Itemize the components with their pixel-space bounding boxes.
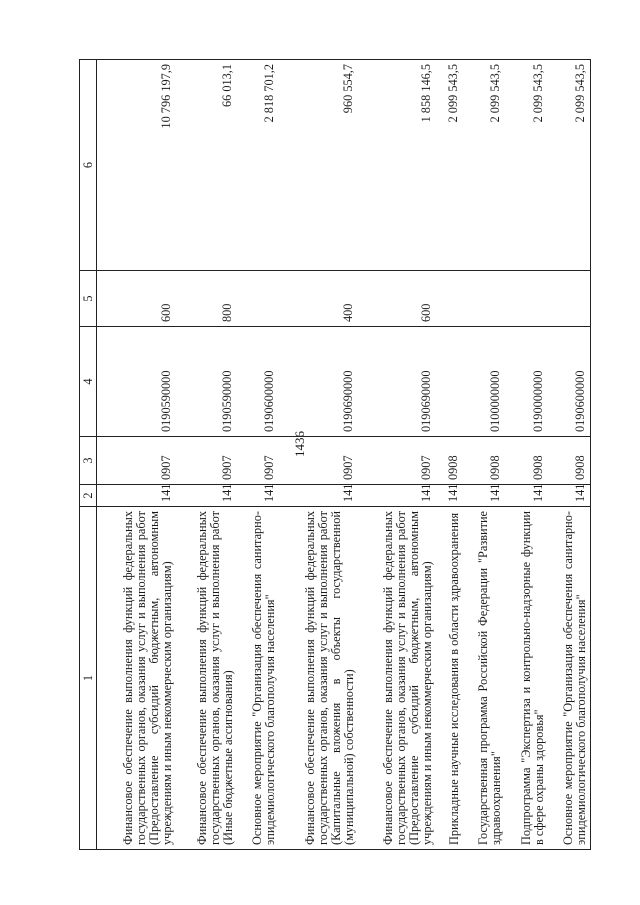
table-row	[237, 60, 279, 850]
row-code: 141	[436, 485, 463, 507]
row-name: Финансовое обеспечение выполнения функций федеральных государственных органов, оказания услуг и выполнения работ (Иные бюджетные ассигнования)	[176, 507, 237, 850]
row-name: Прикладные научные исследования в области здравоохранения	[436, 507, 463, 850]
row-name: Основное мероприятие "Организация обеспечения санитарно-эпидемиологического благополучия населения"	[237, 507, 279, 850]
row-name: Финансовое обеспечение выполнения функций федеральных государственных органов, оказания услуг и выполнения работ (Предоставление субсидий бюджетным, автономным учреждениям и иным некоммерческим организациям)	[358, 507, 437, 850]
row-target: 0190000000	[505, 327, 547, 437]
row-section: 0907	[358, 437, 437, 485]
row-name: Государственная программа Российской Федерации "Развитие здравоохранения"	[463, 507, 505, 850]
row-section: 0907	[237, 437, 279, 485]
row-code: 141	[279, 485, 358, 507]
row-expense	[505, 271, 547, 327]
table-row	[548, 60, 591, 850]
row-section: 0908	[505, 437, 547, 485]
row-expense: 600	[97, 271, 177, 327]
row-target: 0190600000	[237, 327, 279, 437]
rotated-table-container	[79, 60, 591, 850]
header-cell: 4	[80, 327, 97, 437]
header-cell: 6	[80, 60, 97, 271]
row-expense: 600	[358, 271, 437, 327]
row-code: 141	[505, 485, 547, 507]
row-name: Подпрограмма "Экспертиза и контрольно-надзорные функции в сфере охраны здоровья"	[505, 507, 547, 850]
row-amount: 960 554,7	[279, 60, 358, 271]
row-amount: 1 858 146,5	[358, 60, 437, 271]
row-target: 0190590000	[176, 327, 237, 437]
row-code: 141	[358, 485, 437, 507]
row-section: 0908	[463, 437, 505, 485]
row-target	[436, 327, 463, 437]
row-code: 141	[176, 485, 237, 507]
row-target: 0100000000	[463, 327, 505, 437]
row-section: 0907	[279, 437, 358, 485]
row-code: 141	[463, 485, 505, 507]
row-amount: 2 099 543,5	[505, 60, 547, 271]
row-expense: 800	[176, 271, 237, 327]
row-expense: 400	[279, 271, 358, 327]
table-row	[176, 60, 237, 850]
row-target: 0190590000	[97, 327, 177, 437]
row-expense	[436, 271, 463, 327]
row-name: Финансовое обеспечение выполнения функций федеральных государственных органов, оказания услуг и выполнения работ (Капитальные вложения в объекты государственной (муниципальной) собственности)	[279, 507, 358, 850]
budget-table	[79, 59, 591, 850]
row-code: 141	[548, 485, 591, 507]
row-expense	[237, 271, 279, 327]
table-row	[436, 60, 463, 850]
row-name: Основное мероприятие "Организация обеспечения санитарно-эпидемиологического благополучия населения"	[548, 507, 591, 850]
row-target: 0190600000	[548, 327, 591, 437]
table-body	[80, 60, 591, 850]
row-section: 0907	[97, 437, 177, 485]
table-row	[463, 60, 505, 850]
row-expense	[463, 271, 505, 327]
row-code: 141	[97, 485, 177, 507]
row-section: 0907	[176, 437, 237, 485]
row-target: 0190690000	[358, 327, 437, 437]
row-amount: 2 818 701,2	[237, 60, 279, 271]
row-amount: 2 099 543,5	[436, 60, 463, 271]
table-header-row	[80, 60, 97, 850]
header-cell: 2	[80, 485, 97, 507]
row-code: 141	[237, 485, 279, 507]
header-cell: 3	[80, 437, 97, 485]
table-row	[505, 60, 547, 850]
header-cell: 1	[80, 507, 97, 850]
row-section: 0908	[436, 437, 463, 485]
row-amount: 66 013,1	[176, 60, 237, 271]
row-expense	[548, 271, 591, 327]
row-amount: 2 099 543,5	[548, 60, 591, 271]
header-cell: 5	[80, 271, 97, 327]
row-target: 0190690000	[279, 327, 358, 437]
row-amount: 2 099 543,5	[463, 60, 505, 271]
row-section: 0908	[548, 437, 591, 485]
table-row	[97, 60, 177, 850]
page-number: 1436	[292, 431, 307, 457]
table-row	[279, 60, 358, 850]
row-name: Финансовое обеспечение выполнения функций федеральных государственных органов, оказания услуг и выполнения работ (Предоставление субсидий бюджетным, автономным учреждениям и иным некоммерческим организациям)	[97, 507, 177, 850]
table-row	[358, 60, 437, 850]
row-amount: 10 796 197,9	[97, 60, 177, 271]
